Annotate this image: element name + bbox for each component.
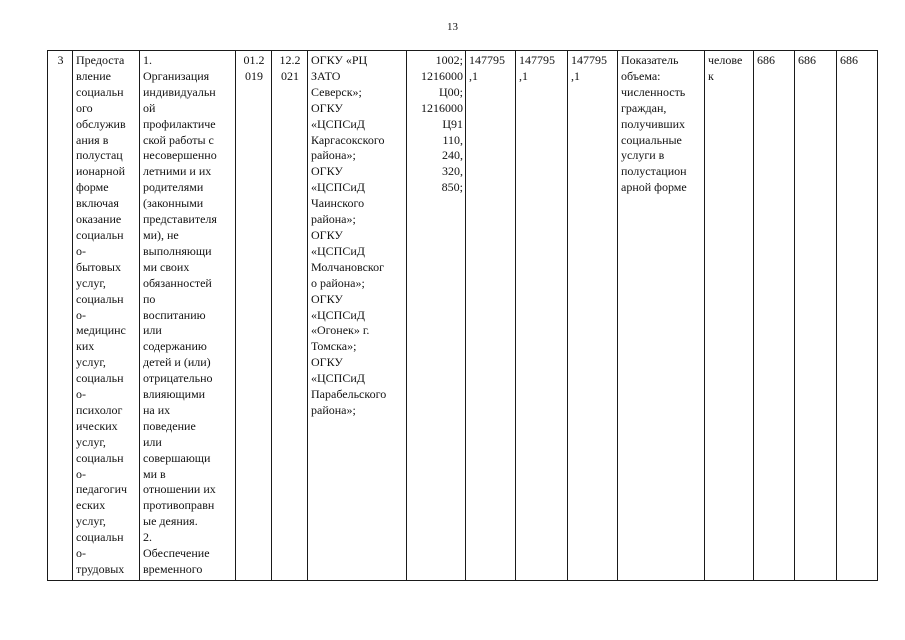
cell-line: 1216000: [421, 100, 463, 115]
cell-line: «ЦСПСиД: [311, 116, 365, 131]
cell-line: «ЦСПСиД: [311, 307, 365, 322]
cell-line: «Огонек» г.: [311, 323, 370, 338]
executors-cell: [308, 51, 407, 581]
value-cell-2: [795, 51, 837, 581]
row-number: 3: [57, 53, 64, 67]
cell-line: ой: [143, 100, 156, 115]
cell-line: 110,: [442, 132, 463, 147]
cell-line: ОГКУ: [311, 291, 343, 306]
cell-line: ми), не: [143, 227, 179, 242]
cell-line: бытовых: [76, 259, 121, 274]
cell-line: педагогич: [76, 482, 128, 497]
cell-line: несовершенно: [143, 148, 217, 163]
cell-line: к: [708, 68, 714, 83]
cell-line: ОГКУ «РЦ: [311, 53, 368, 67]
cell-line: социальн: [76, 227, 124, 242]
cell-line: ской работы с: [143, 132, 214, 147]
cell-line: «ЦСПСиД: [311, 243, 365, 258]
cell-line: Томска»;: [311, 339, 357, 354]
cell-line: ые деяния.: [143, 514, 198, 529]
cell-line: Каргасокского: [311, 132, 385, 147]
cell-line: объема:: [621, 68, 661, 83]
value-cell-3: [837, 51, 878, 581]
cell-line: отношении их: [143, 482, 216, 497]
program-table: [47, 50, 878, 581]
cell-line: совершающи: [143, 450, 211, 465]
cell-line: арной форме: [621, 180, 687, 195]
cell-line: Молчановског: [311, 259, 385, 274]
cell-line: социальн: [76, 371, 124, 386]
cell-line: социальн: [76, 450, 124, 465]
cell-line: ОГКУ: [311, 355, 343, 370]
cell-line: услуг,: [76, 355, 106, 370]
cell-line: вление: [76, 68, 111, 83]
cell-line: района»;: [311, 212, 356, 227]
cell-line: Предоста: [76, 53, 125, 67]
cell-line: социальн: [76, 530, 124, 545]
cell-line: обязанностей: [143, 275, 212, 290]
cell-line: 1002;: [435, 53, 463, 67]
cell-line: ОГКУ: [311, 227, 343, 242]
cell-line: услуг,: [76, 434, 106, 449]
cell-line: Показатель: [621, 53, 679, 67]
value-1: 686: [757, 53, 775, 67]
cell-line: трудовых: [76, 562, 125, 576]
cell-line: полустацион: [621, 164, 687, 179]
cell-line: о района»;: [311, 275, 365, 290]
cell-line: временного: [143, 562, 203, 576]
cell-line: ,1: [519, 68, 528, 83]
table-row: [48, 51, 878, 581]
cell-line: 2.: [143, 530, 152, 545]
cell-line: влияющими: [143, 387, 206, 402]
start-date-cell: [236, 51, 272, 581]
amount-cell-3: [568, 51, 618, 581]
cell-line: по: [143, 291, 156, 306]
cell-line: детей и (или): [143, 355, 211, 370]
cell-line: челове: [708, 53, 743, 67]
cell-line: социальн: [76, 291, 124, 306]
cell-line: района»;: [311, 148, 356, 163]
cell-line: ионарной: [76, 164, 126, 179]
cell-line: граждан,: [621, 100, 667, 115]
cell-line: социальн: [76, 84, 124, 99]
cell-line: 1216000: [421, 68, 463, 83]
cell-line: 320,: [442, 164, 463, 179]
cell-line: Обеспечение: [143, 546, 210, 561]
cell-line: о-: [76, 307, 86, 322]
cell-line: обслужив: [76, 116, 126, 131]
cell-line: ,1: [571, 68, 580, 83]
cell-line: 019: [245, 68, 263, 83]
cell-line: включая: [76, 196, 119, 211]
cell-line: о-: [76, 387, 86, 402]
unit-cell: [705, 51, 754, 581]
cell-line: района»;: [311, 402, 356, 417]
cell-line: услуги в: [621, 148, 665, 163]
cell-line: отрицательно: [143, 371, 213, 386]
value-cell-1: [754, 51, 795, 581]
cell-line: ания в: [76, 132, 109, 147]
cell-line: 147795: [571, 53, 607, 67]
activities-cell: [140, 51, 236, 581]
cell-line: 147795: [469, 53, 505, 67]
cell-line: форме: [76, 180, 109, 195]
cell-line: 850;: [441, 180, 463, 195]
end-date-cell: [272, 51, 308, 581]
cell-line: получивших: [621, 116, 686, 131]
cell-line: ких: [76, 339, 95, 354]
cell-line: ЗАТО: [311, 68, 341, 83]
cell-line: еских: [76, 498, 106, 513]
cell-line: Парабельского: [311, 387, 387, 402]
cell-line: Организация: [143, 68, 210, 83]
cell-line: ого: [76, 100, 93, 115]
cell-line: выполняющи: [143, 243, 212, 258]
indicator-cell: [618, 51, 705, 581]
budget-codes-cell: [407, 51, 466, 581]
cell-line: ОГКУ: [311, 164, 343, 179]
cell-line: психолог: [76, 402, 123, 417]
value-2: 686: [798, 53, 816, 67]
cell-line: противоправн: [143, 498, 215, 513]
cell-line: социальные: [621, 132, 682, 147]
cell-line: ,1: [469, 68, 478, 83]
cell-line: индивидуальн: [143, 84, 216, 99]
cell-line: о-: [76, 243, 86, 258]
cell-line: Чаинского: [311, 196, 365, 211]
cell-line: ми своих: [143, 259, 190, 274]
cell-line: 147795: [519, 53, 555, 67]
value-3: 686: [840, 53, 858, 67]
cell-line: родителями: [143, 180, 204, 195]
cell-line: численность: [621, 84, 686, 99]
page-number: 13: [447, 21, 458, 33]
cell-line: или: [143, 434, 162, 449]
cell-line: услуг,: [76, 514, 106, 529]
cell-line: на их: [143, 402, 171, 417]
cell-line: ОГКУ: [311, 100, 343, 115]
cell-line: 12.2: [279, 53, 301, 67]
row-number-cell: [48, 51, 73, 581]
cell-line: Северск»;: [311, 84, 362, 99]
cell-line: 021: [281, 68, 299, 83]
cell-line: «ЦСПСиД: [311, 180, 365, 195]
cell-line: Ц91: [442, 116, 463, 131]
cell-line: 01.2: [243, 53, 265, 67]
cell-line: «ЦСПСиД: [311, 371, 365, 386]
cell-line: воспитанию: [143, 307, 206, 322]
cell-line: о-: [76, 546, 86, 561]
cell-line: Ц00;: [439, 84, 463, 99]
cell-line: ми в: [143, 466, 166, 481]
cell-line: о-: [76, 466, 86, 481]
cell-line: услуг,: [76, 275, 106, 290]
amount-cell-2: [516, 51, 568, 581]
cell-line: профилактиче: [143, 116, 216, 131]
cell-line: (законными: [143, 196, 204, 211]
cell-line: ических: [76, 418, 118, 433]
cell-line: 1.: [143, 53, 152, 67]
cell-line: или: [143, 323, 162, 338]
cell-line: поведение: [143, 418, 196, 433]
amount-cell-1: [466, 51, 516, 581]
cell-line: летними и их: [143, 164, 212, 179]
cell-line: представителя: [143, 212, 217, 227]
cell-line: содержанию: [143, 339, 207, 354]
service-cell: [73, 51, 140, 581]
cell-line: полустац: [76, 148, 123, 163]
cell-line: 240,: [442, 148, 463, 163]
cell-line: оказание: [76, 212, 122, 227]
cell-line: медицинс: [76, 323, 126, 338]
